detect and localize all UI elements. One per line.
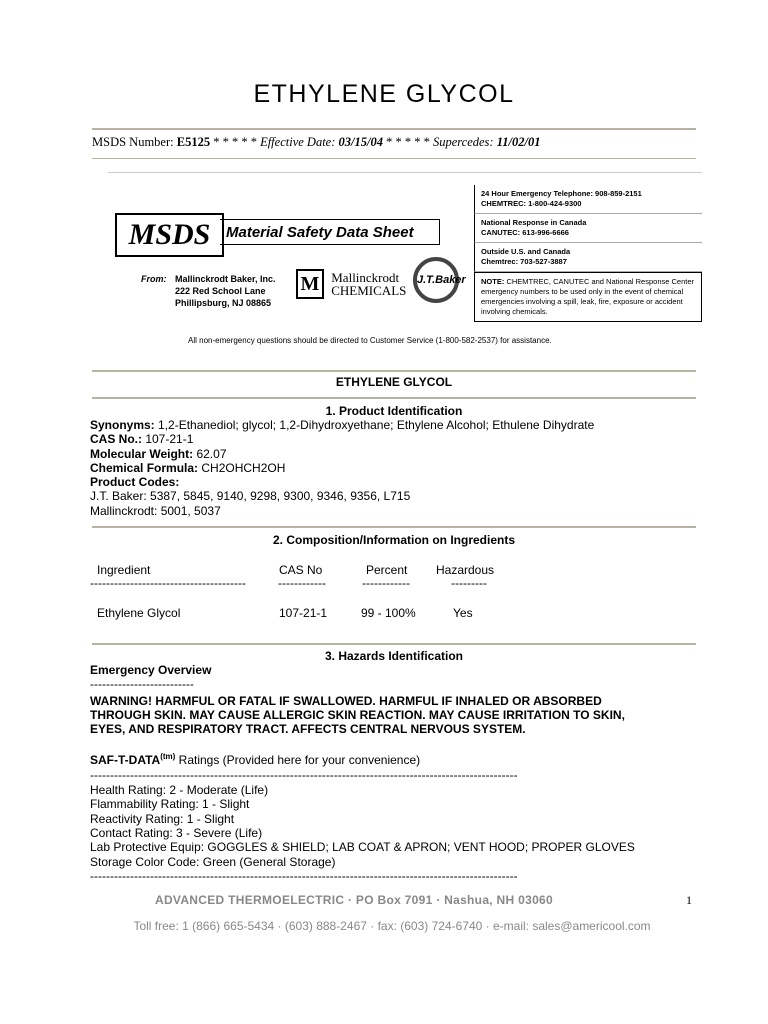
- divider: [92, 526, 696, 528]
- supersedes-label: Supercedes:: [432, 135, 494, 149]
- cas-value: 107-21-1: [142, 432, 194, 447]
- from-label: From:: [141, 274, 167, 284]
- product-identification: [90, 418, 594, 518]
- canutec-phone: CANUTEC: 613-996-6666: [481, 228, 569, 237]
- reactivity-rating: Reactivity Rating: 1 - Slight: [90, 811, 235, 826]
- row-percent: 99 - 100%: [361, 606, 416, 620]
- synonyms-value: 1,2-Ethanediol; glycol; 1,2-Dihydroxyethane; Ethylene Alcohol; Ethulene Dihydrate: [154, 418, 595, 432]
- overview-dash: --------------------------: [90, 677, 194, 692]
- contact-info: Toll free: 1 (866) 665-5434 · (603) 888-2467 · fax: (603) 724-6740 · e-mail: sales@americool.com: [133, 919, 651, 933]
- msds-number: E5125: [176, 135, 211, 149]
- col-hazardous: Hazardous: [436, 563, 495, 577]
- section2-heading: 2. Composition/Information on Ingredients: [273, 533, 515, 547]
- col-cas: CAS No: [279, 563, 323, 577]
- msds-banner: [108, 185, 702, 355]
- jtbaker-logo: J.T.Baker: [413, 257, 459, 303]
- outside-label: Outside U.S. and Canada: [481, 247, 571, 256]
- dash-percent: ------------: [362, 576, 410, 590]
- storage-color-code: Storage Color Code: Green (General Storage): [90, 854, 336, 869]
- divider: [92, 643, 696, 645]
- note-label: NOTE:: [481, 277, 505, 286]
- from-address: [141, 273, 276, 308]
- cas-label: CAS No.:: [90, 432, 142, 447]
- emergency-overview-label: Emergency Overview: [90, 663, 212, 677]
- effective-date: 03/15/04: [338, 135, 383, 149]
- canada-label: National Response in Canada: [481, 218, 587, 227]
- emergency-note: [474, 272, 702, 322]
- mallinckrodt-mark-icon: M: [296, 269, 324, 299]
- divider: [92, 370, 696, 372]
- mallinckrodt-sub: CHEMICALS: [331, 283, 407, 298]
- divider: [92, 158, 696, 159]
- contact-rating: Contact Rating: 3 - Severe (Life): [90, 825, 263, 840]
- hazards-identification: [90, 663, 635, 883]
- dash-hazardous: ---------: [451, 576, 487, 590]
- ratings-dash: -----------------------------------------------------------------------------------------------------------: [90, 868, 518, 883]
- msds-number-line: [92, 135, 696, 150]
- col-percent: Percent: [366, 563, 408, 577]
- row-cas: 107-21-1: [279, 606, 328, 620]
- product-codes-mallinckrodt: Mallinckrodt: 5001, 5037: [90, 503, 221, 518]
- flammability-rating: Flammability Rating: 1 - Slight: [90, 797, 250, 812]
- chemtrec-intl-phone: Chemtrec: 703-527-3887: [481, 257, 567, 266]
- msds-logo: MSDS: [115, 213, 224, 257]
- company-address: ADVANCED THERMOELECTRIC · PO Box 7091 · Nashua, NH 03060: [155, 893, 553, 907]
- page-number: 1: [686, 893, 692, 907]
- warning-line: THROUGH SKIN. MAY CAUSE ALLERGIC SKIN REACTION. MAY CAUSE IRRITATION TO SKIN,: [90, 707, 625, 722]
- address-line: Phillipsburg, NJ 08865: [175, 298, 272, 308]
- divider: [108, 172, 702, 173]
- dash-cas: ------------: [278, 576, 326, 590]
- separator: * * * * *: [213, 135, 257, 149]
- row-ingredient: Ethylene Glycol: [97, 606, 181, 620]
- note-text: CHEMTREC, CANUTEC and National Response Center emergency numbers to be used only in the event of chemical emergencies involving a spill, leak, fire, exposure or accident involving chemicals.: [481, 277, 695, 316]
- document-title: ETHYLENE GLYCOL: [253, 80, 515, 108]
- supersedes-date: 11/02/01: [496, 135, 541, 149]
- formula-value: CH2OHCH2OH: [198, 460, 286, 475]
- address-line: 222 Red School Lane: [175, 286, 266, 296]
- ratings-dash: -----------------------------------------------------------------------------------------------------------: [90, 767, 518, 782]
- formula-label: Chemical Formula:: [90, 460, 199, 475]
- separator: * * * * *: [386, 135, 430, 149]
- health-rating: Health Rating: 2 - Moderate (Life): [90, 783, 269, 798]
- product-heading: ETHYLENE GLYCOL: [335, 375, 453, 389]
- product-codes-label: Product Codes:: [90, 475, 180, 490]
- warning-line: WARNING! HARMFUL OR FATAL IF SWALLOWED. HARMFUL IF INHALED OR ABSORBED: [90, 693, 602, 708]
- divider: [92, 397, 696, 399]
- msds-logo-title: Material Safety Data Sheet: [220, 219, 440, 245]
- footer-company: [0, 893, 768, 907]
- dash-ingredient: ---------------------------------------: [90, 576, 246, 590]
- mallinckrodt-name: Mallinckrodt: [331, 270, 400, 285]
- divider: [92, 128, 696, 130]
- non-emergency-note: All non-emergency questions should be directed to Customer Service (1-800-582-2537) for assistance.: [188, 336, 552, 345]
- address-line: Mallinckrodt Baker, Inc.: [175, 274, 276, 284]
- molecular-weight-value: 62.07: [193, 446, 227, 461]
- section3-heading: 3. Hazards Identification: [324, 649, 464, 663]
- emergency-contacts: [474, 185, 702, 322]
- row-hazardous: Yes: [453, 606, 473, 620]
- protective-equipment: Lab Protective Equip: GOGGLES & SHIELD; LAB COAT & APRON; VENT HOOD; PROPER GLOVES: [90, 840, 635, 855]
- molecular-weight-label: Molecular Weight:: [90, 446, 194, 461]
- msds-number-label: MSDS Number:: [92, 135, 174, 149]
- emergency-phone: 24 Hour Emergency Telephone: 908-859-2151: [481, 189, 642, 198]
- saf-t-data-label: SAF-T-DATA: [90, 753, 161, 768]
- saf-t-data-text: Ratings (Provided here for your convenience): [175, 753, 421, 768]
- footer-contact: [0, 919, 768, 933]
- mallinckrodt-logo: [296, 269, 406, 299]
- product-codes-jtbaker: J.T. Baker: 5387, 5845, 9140, 9298, 9300, 9346, 9356, L715: [90, 489, 411, 504]
- synonyms-label: Synonyms:: [90, 418, 155, 432]
- trademark-sup: (tm): [160, 752, 176, 762]
- warning-line: EYES, AND RESPIRATORY TRACT. AFFECTS CENTRAL NERVOUS SYSTEM.: [90, 722, 526, 737]
- effective-date-label: Effective Date:: [260, 135, 336, 149]
- col-ingredient: Ingredient: [97, 563, 151, 577]
- section1-heading: 1. Product Identification: [325, 404, 463, 418]
- chemtrec-phone: CHEMTREC: 1-800-424-9300: [481, 199, 582, 208]
